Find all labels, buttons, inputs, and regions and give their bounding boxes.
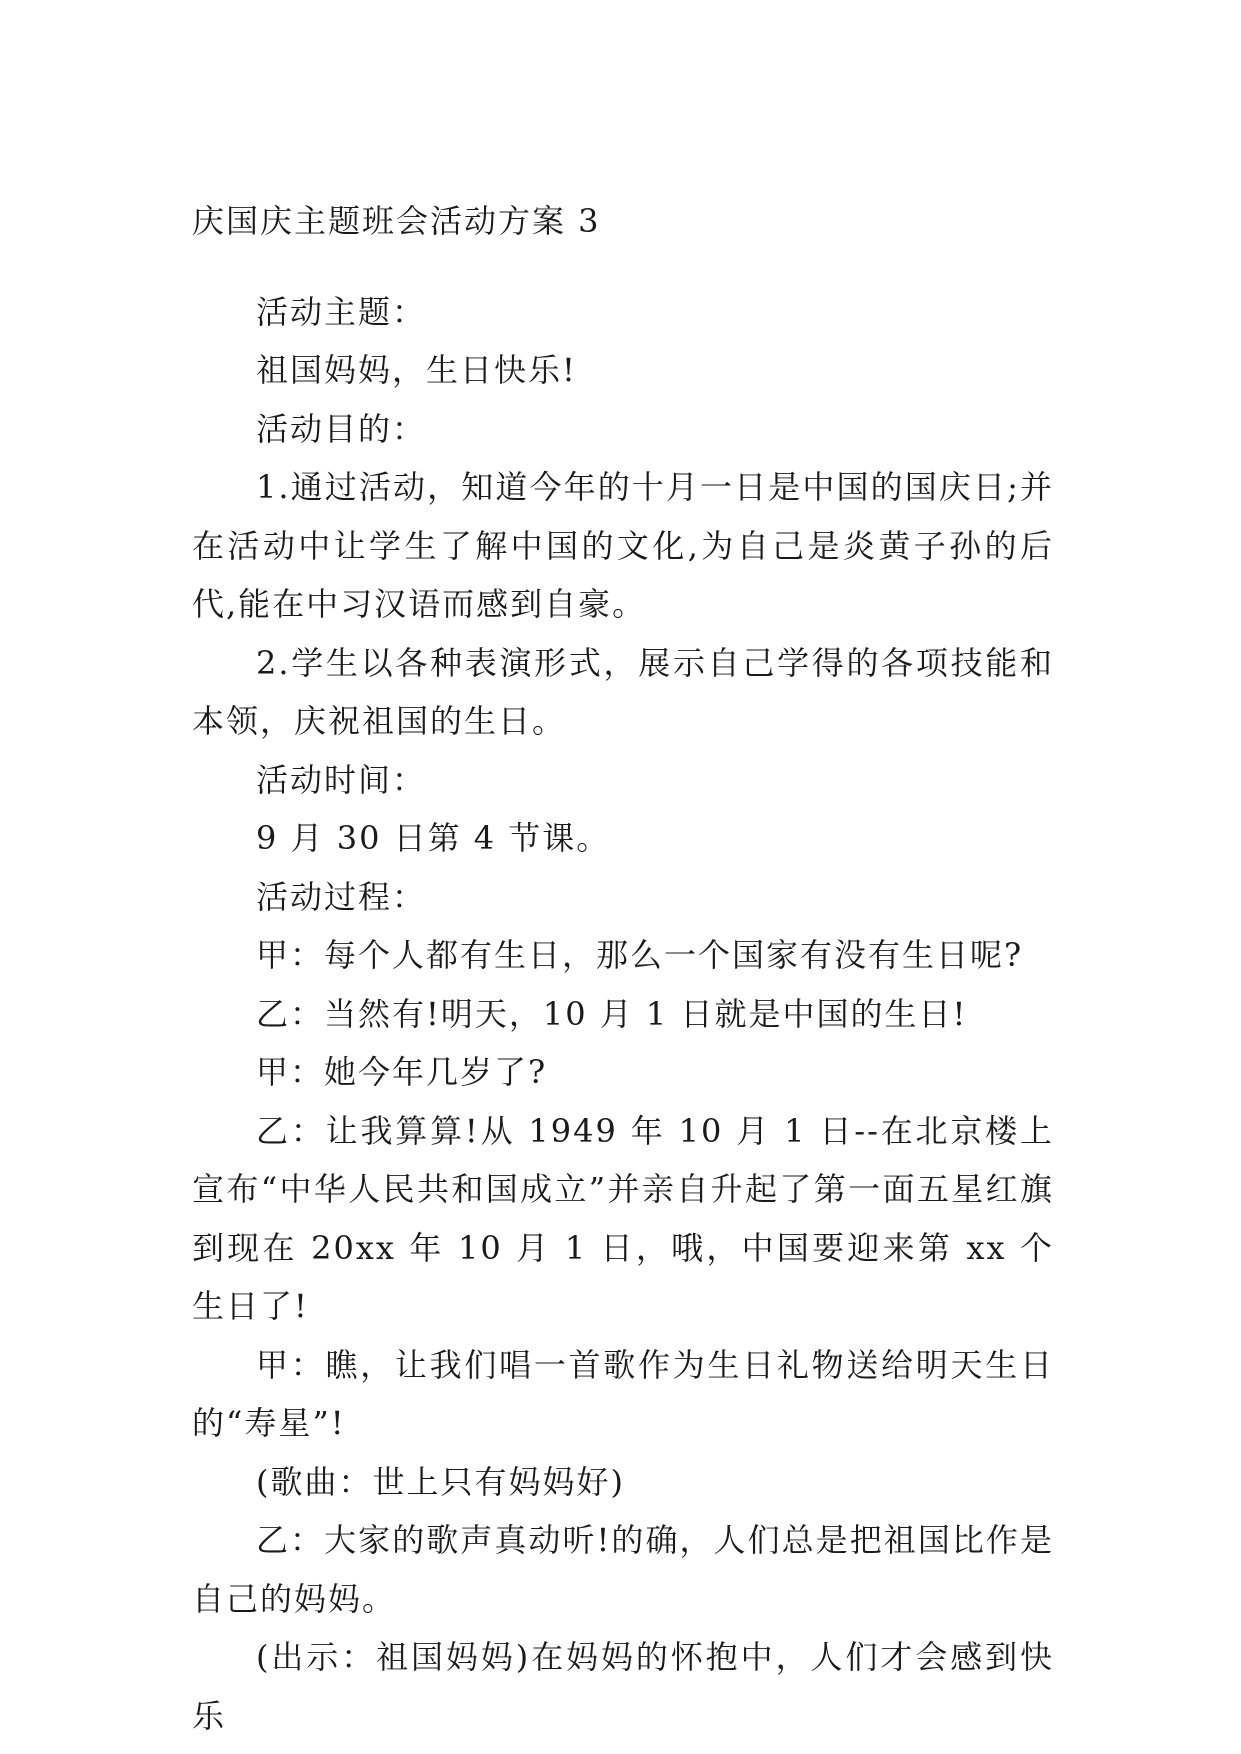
purpose-item-1: 1.通过活动，知道今年的十月一日是中国的国庆日;并在活动中让学生了解中国的文化,为自己是炎黄子孙的后代,能在中习汉语而感到自豪。 [192,468,1054,623]
section-heading-theme: 活动主题： [256,292,427,331]
section-heading-purpose: 活动目的： [256,409,427,448]
dialogue-line: 乙：大家的歌声真动听!的确，人们总是把祖国比作是自己的妈妈。 [192,1521,1054,1618]
song-note: (歌曲：世上只有妈妈好) [256,1462,625,1501]
dialogue-line: (出示：祖国妈妈)在妈妈的怀抱中，人们才会感到快乐 [192,1638,1054,1735]
dialogue-line: 甲：她今年几岁了? [256,1053,548,1091]
dialogue-line: 甲：每个人都有生日，那么一个国家有没有生日呢? [256,936,1024,974]
section-heading-process: 活动过程： [256,877,427,916]
dialogue-line: 甲：瞧，让我们唱一首歌作为生日礼物送给明天生日的“寿星”! [192,1345,1054,1442]
purpose-item-2: 2.学生以各种表演形式，展示自己学得的各项技能和本领，庆祝祖国的生日。 [192,643,1054,740]
theme-text: 祖国妈妈，生日快乐! [256,351,577,389]
section-heading-time: 活动时间： [256,760,427,799]
dialogue-line: 乙：当然有!明天，10 月 1 日就是中国的生日! [256,994,968,1033]
document-title: 庆国庆主题班会活动方案 3 [192,202,601,240]
time-text: 9 月 30 日第 4 节课。 [256,819,611,857]
document-body [192,160,1054,1745]
dialogue-line: 乙：让我算算!从 1949 年 10 月 1 日--在北京楼上宣布“中华人民共和国成立”并亲自升起了第一面五星红旗到现在 20xx 年 10 月 1 日，哦，中国要迎来第 xx 个生日了! [192,1111,1054,1325]
